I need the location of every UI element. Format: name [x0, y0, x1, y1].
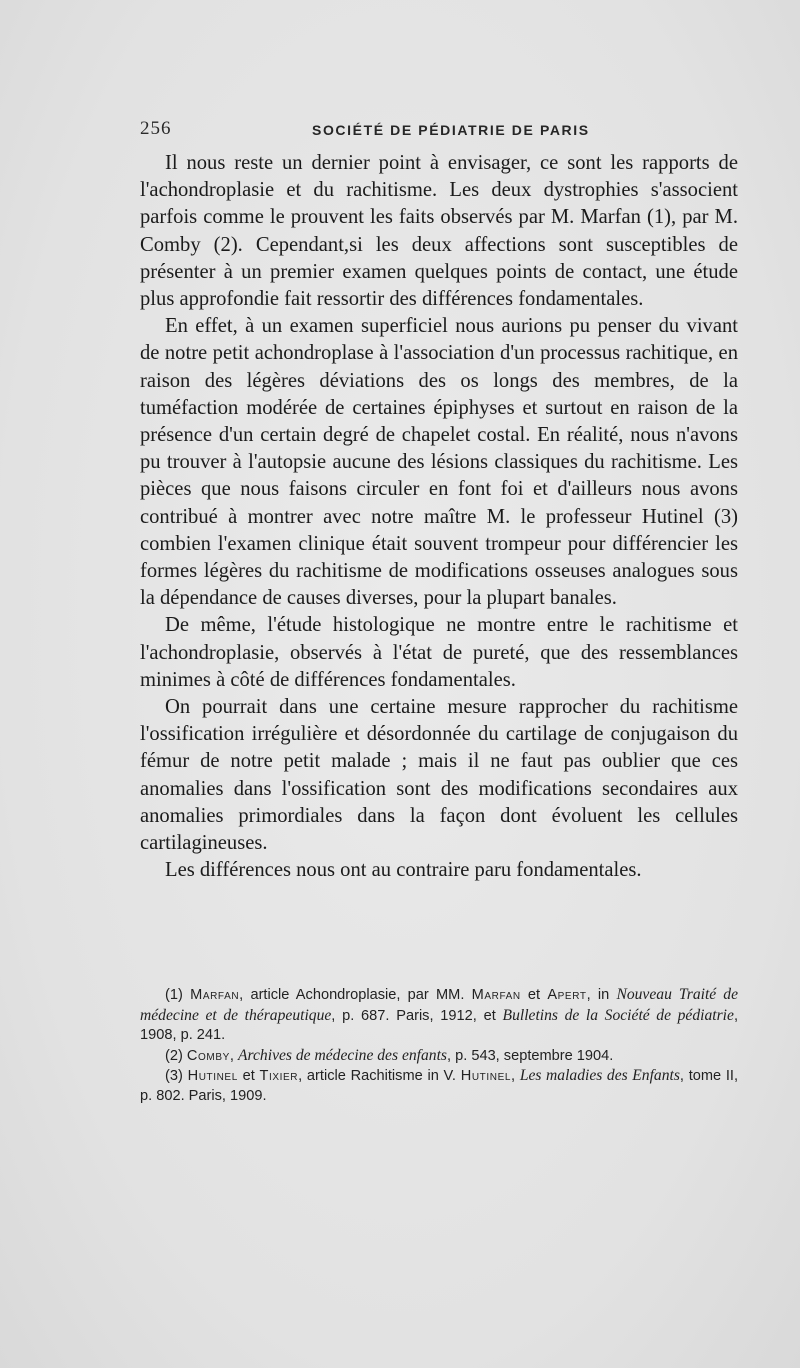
- paragraph: On pourrait dans une certaine mesure rapprocher du rachitisme l'ossification irrégulière et désordonnée du cartilage de conjugaison du fémur de notre petit malade ; mais il ne faut pas oublier que ces anomalies dans l'ossification sont des modifications secondaires aux anomalies primordiales dans la façon dont évoluent les cellules cartilagineuses.: [140, 696, 738, 855]
- running-head: SOCIÉTÉ DE PÉDIATRIE DE PARIS: [312, 122, 590, 138]
- footnote-1: (1) Marfan, article Achondroplasie, par MM. Marfan et Apert, in Nouveau Traité de médecine et de thérapeutique, p. 687. Paris, 1912, et Bulletins de la Société de pédiatrie, 1908, p. 241.: [140, 986, 738, 1043]
- page-number: 256: [140, 118, 172, 139]
- paragraph: En effet, à un examen superficiel nous aurions pu penser du vivant de notre petit achondroplase à l'association d'un processus rachitique, en raison des légères déviations des os longs des membres, de la tuméfaction modérée de certaines épiphyses et surtout en raison de la présence d'un certain degré de chapelet costal. En réalité, nous n'avons pu trouver à l'autopsie aucune des lésions classiques du rachitisme. Les pièces que nous faisons circuler en font foi et d'ailleurs nous avons contribué à montrer avec notre maître M. le professeur Hutinel (3) combien l'examen clinique était souvent trompeur pour différencier les formes légères du rachitisme de modifications osseuses analogues sous la dépendance de causes diverses, pour la plupart banales.: [140, 315, 738, 610]
- body-text: [140, 150, 738, 884]
- page-header: [140, 118, 740, 144]
- footnotes: [140, 985, 738, 1106]
- paragraph: Il nous reste un dernier point à envisager, ce sont les rapports de l'achondroplasie et du rachitisme. Les deux dystrophies s'associent parfois comme le prouvent les faits observés par M. Marfan (1), par M. Comby (2). Cependant,si les deux affections sont susceptibles de présenter à un premier examen quelques points de contact, une étude plus approfondie fait ressortir des différences fondamentales.: [140, 152, 738, 311]
- paragraph: De même, l'étude histologique ne montre entre le rachitisme et l'achondroplasie, observés à l'état de pureté, que des ressemblances minimes à côté de différences fondamentales.: [140, 614, 738, 691]
- footnote-2: (2) Comby, Archives de médecine des enfants, p. 543, septembre 1904.: [165, 1046, 614, 1064]
- paragraph: Les différences nous ont au contraire paru fondamentales.: [165, 859, 642, 882]
- footnote-3: (3) Hutinel et Tixier, article Rachitisme in V. Hutinel, Les maladies des Enfants, tome II, p. 802. Paris, 1909.: [140, 1067, 739, 1104]
